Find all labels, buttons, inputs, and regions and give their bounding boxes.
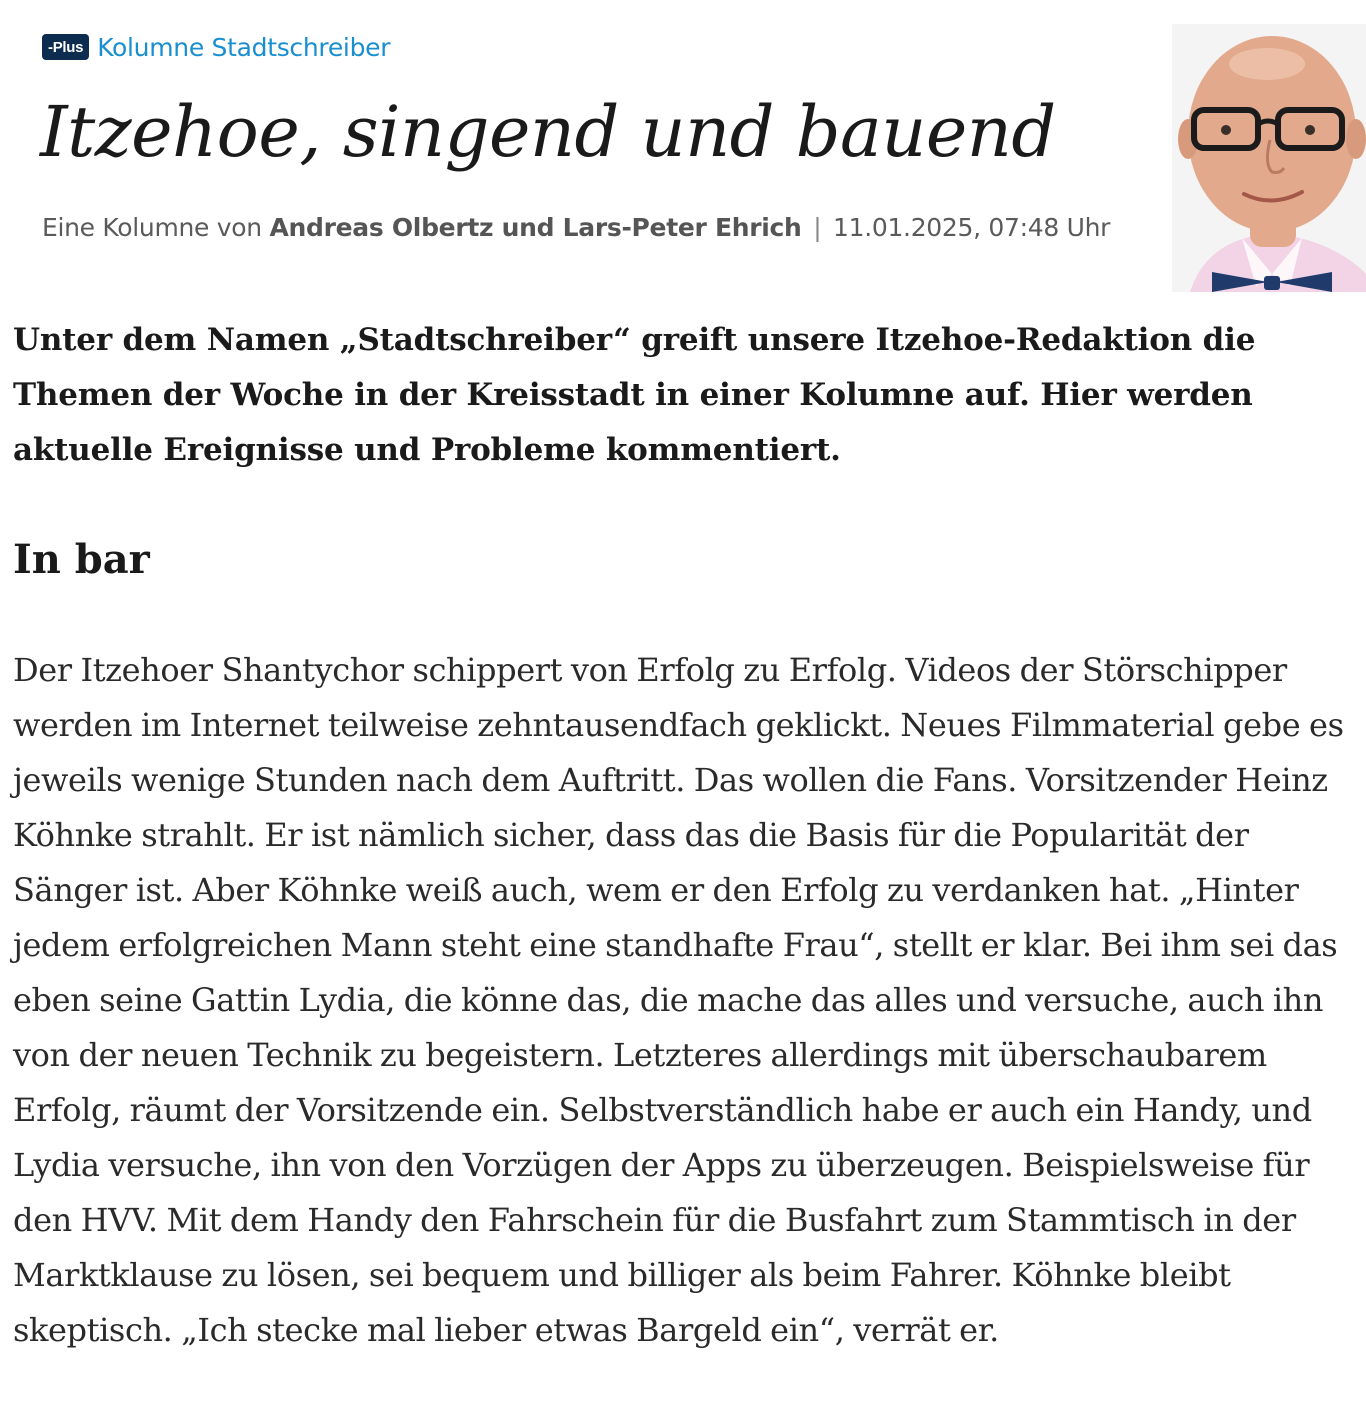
plus-badge [42, 34, 89, 60]
byline-prefix: Eine Kolumne von [42, 213, 262, 242]
section-body: Der Itzehoer Shantychor schippert von Erfolg zu Erfolg. Videos der Störschipper werden im Internet teilweise zehntausendfach geklickt. Neues Filmmaterial gebe es jeweils wenige Stunden nach dem Auftritt. Das wollen die Fans. Vorsitzender Heinz Köhnke strahlt. Er ist nämlich sicher, dass das die Basis für die Popularität der Sänger ist. Aber Köhnke weiß auch, wem er den Erfolg zu verdanken hat. „Hinter jedem erfolgreichen Mann steht eine standhafte Frau“, stellt er klar. Bei ihm sei das eben seine Gattin Lydia, die könne das, die mache das alles und versuche, auch ihn von der neuen Technik zu begeistern. Letzteres allerdings mit überschaubarem Erfolg, räumt der Vorsitzende ein. Selbstverständlich habe er auch ein Handy, und Lydia versuche, ihn von den Vorzügen der Apps zu überzeugen. Beispielsweise für den HVV. Mit dem Handy den Fahrschein für die Busfahrt zum Stammtisch in der Marktklause zu lösen, sei bequem und billiger als beim Fahrer. Köhnke bleibt skeptisch. „Ich stecke mal lieber etwas Bargeld ein“, verrät er. [13, 651, 1344, 1349]
article-header [0, 0, 1366, 292]
byline [42, 208, 1110, 248]
plus-badge-label: Plus [52, 38, 84, 56]
kicker[interactable] [42, 30, 390, 64]
byline-authors[interactable]: Andreas Olbertz und Lars-Peter Ehrich [269, 213, 802, 242]
kicker-label[interactable]: Kolumne Stadtschreiber [97, 32, 391, 62]
article-intro: Unter dem Namen „Stadtschreiber“ greift unsere Itzehoe-Redaktion die Themen der Woche in der Kreisstadt in einer Kolumne auf. Hier werden aktuelle Ereignisse und Probleme kommentiert. [13, 322, 1256, 468]
byline-separator: | [813, 213, 822, 242]
author-photo-image [1172, 24, 1366, 292]
byline-datetime: 11.01.2025, 07:48 Uhr [832, 213, 1111, 242]
plus-badge-mark: - [48, 38, 53, 56]
article-headline: Itzehoe, singend und bauend [40, 91, 1056, 173]
section-heading: In bar [13, 536, 150, 583]
author-photo [1172, 24, 1366, 292]
